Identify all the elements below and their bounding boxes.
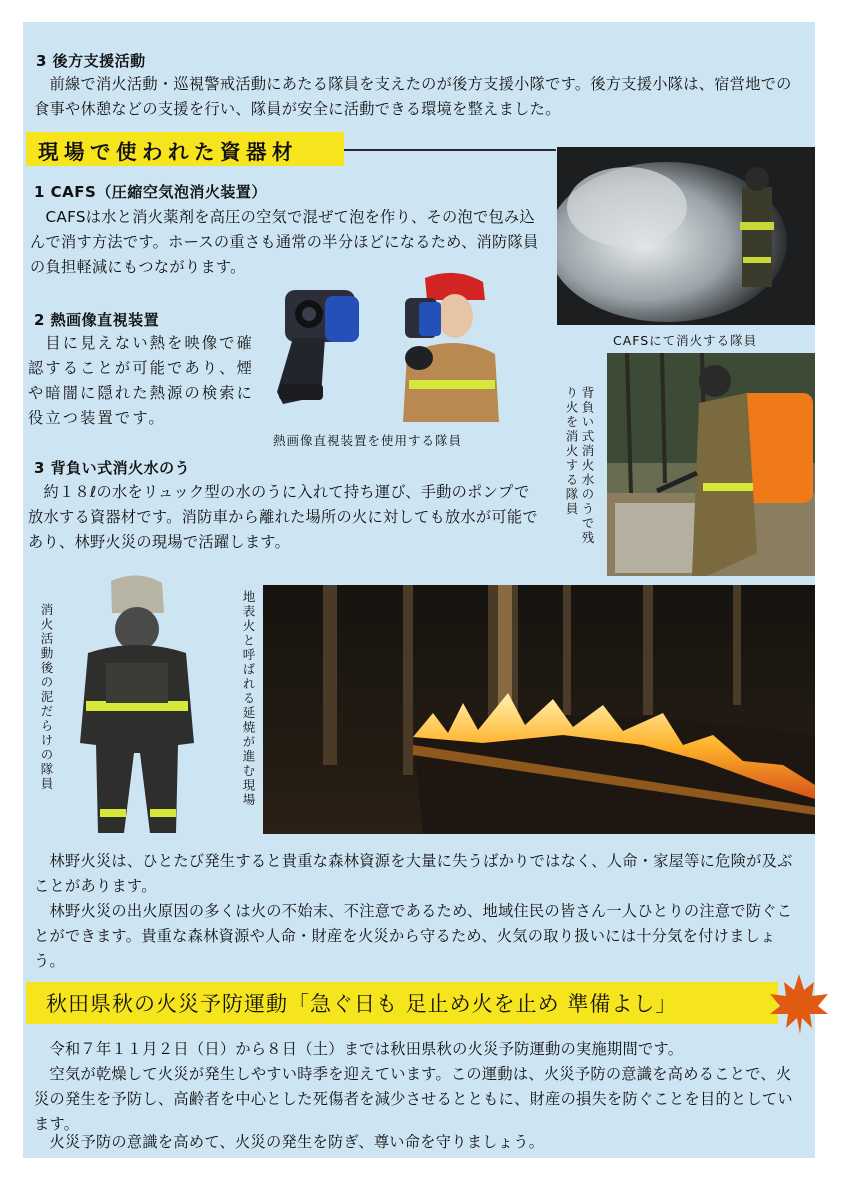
cafs-caption: CAFSにて消火する隊員 bbox=[613, 333, 758, 348]
thermal-heading: 2 熱画像直視装置 bbox=[34, 311, 160, 329]
backpack-photo bbox=[607, 353, 815, 576]
thermal-firefighter-photo bbox=[385, 268, 503, 422]
muddy-firefighter-photo bbox=[66, 573, 208, 835]
thermal-body: 目に見えない熱を映像で確認することが可能であり、煙や暗闇に隠れた熱源の検索に役立つ装置です。 bbox=[28, 334, 255, 427]
backpack-heading: 3 背負い式消火水のう bbox=[34, 459, 191, 477]
forest-fire-paragraph-2: 林野火災の出火原因の多くは火の不始末、不注意であるため、地域住民の皆さん一人ひとりの注意で防ぐことができます。貴重な森林資源や人命・財産を火災から守るため、火気の取り扱いには十分気を付けましょう。 bbox=[34, 902, 793, 970]
cafs-body: CAFSは水と消火薬剤を高圧の空気で混ぜて泡を作り、その泡で包み込んで消す方法です。ホースの重さも通常の半分ほどになるため、消防隊員の負担軽減にもつながります。 bbox=[30, 208, 539, 276]
thermal-device-photo bbox=[263, 278, 371, 418]
cafs-photo bbox=[557, 147, 815, 325]
maple-leaf-icon bbox=[766, 972, 832, 1036]
equipment-banner: 現場で使われた資器材 bbox=[26, 132, 344, 166]
backpack-body: 約１８ℓの水をリュック型の水のうに入れて持ち運び、手動のポンプで放水する資器材です。消防車から離れた場所の火に対しても放水が可能であり、林野火災の現場で活躍します。 bbox=[28, 483, 538, 551]
support-body: 前線で消火活動・巡視警戒活動にあたる隊員を支えたのが後方支援小隊です。後方支援小隊は、宿営地での食事や休憩などの支援を行い、隊員が安全に活動できる環境を整えました。 bbox=[34, 75, 792, 118]
backpack-caption: 背負い式消火水のうで残り火を消火する隊員 bbox=[564, 386, 595, 546]
ground-fire-caption: 地表火と呼ばれる延焼が進む現場 bbox=[241, 590, 256, 808]
banner-rule bbox=[344, 149, 556, 151]
campaign-paragraph-3: 火災予防の意識を高めて、火災の発生を防ぎ、尊い命を守りましょう。 bbox=[34, 1133, 545, 1151]
muddy-caption: 消火活動後の泥だらけの隊員 bbox=[39, 603, 54, 792]
campaign-paragraph-2: 空気が乾燥して火災が発生しやすい時季を迎えています。この運動は、火災予防の意識を高めることで、火災の発生を予防し、高齢者を中心とした死傷者を減少させるとともに、財産の損失を防ぐことを目的としています。 bbox=[34, 1065, 793, 1133]
cafs-heading: 1 CAFS（圧縮空気泡消火装置） bbox=[34, 183, 267, 201]
campaign-paragraph-1: 令和７年１１月２日（日）から８日（土）までは秋田県秋の火災予防運動の実施期間です。 bbox=[34, 1040, 684, 1058]
forest-fire-paragraph-1: 林野火災は、ひとたび発生すると貴重な森林資源を大量に失うばかりではなく、人命・家屋等に危険が及ぶことがあります。 bbox=[34, 852, 793, 895]
ground-fire-photo bbox=[263, 585, 815, 834]
campaign-banner: 秋田県秋の火災予防運動「急ぐ日も 足止め火を止め 準備よし」 bbox=[26, 982, 778, 1024]
support-heading: 3 後方支援活動 bbox=[36, 52, 146, 70]
thermal-caption: 熱画像直視装置を使用する隊員 bbox=[273, 433, 463, 448]
